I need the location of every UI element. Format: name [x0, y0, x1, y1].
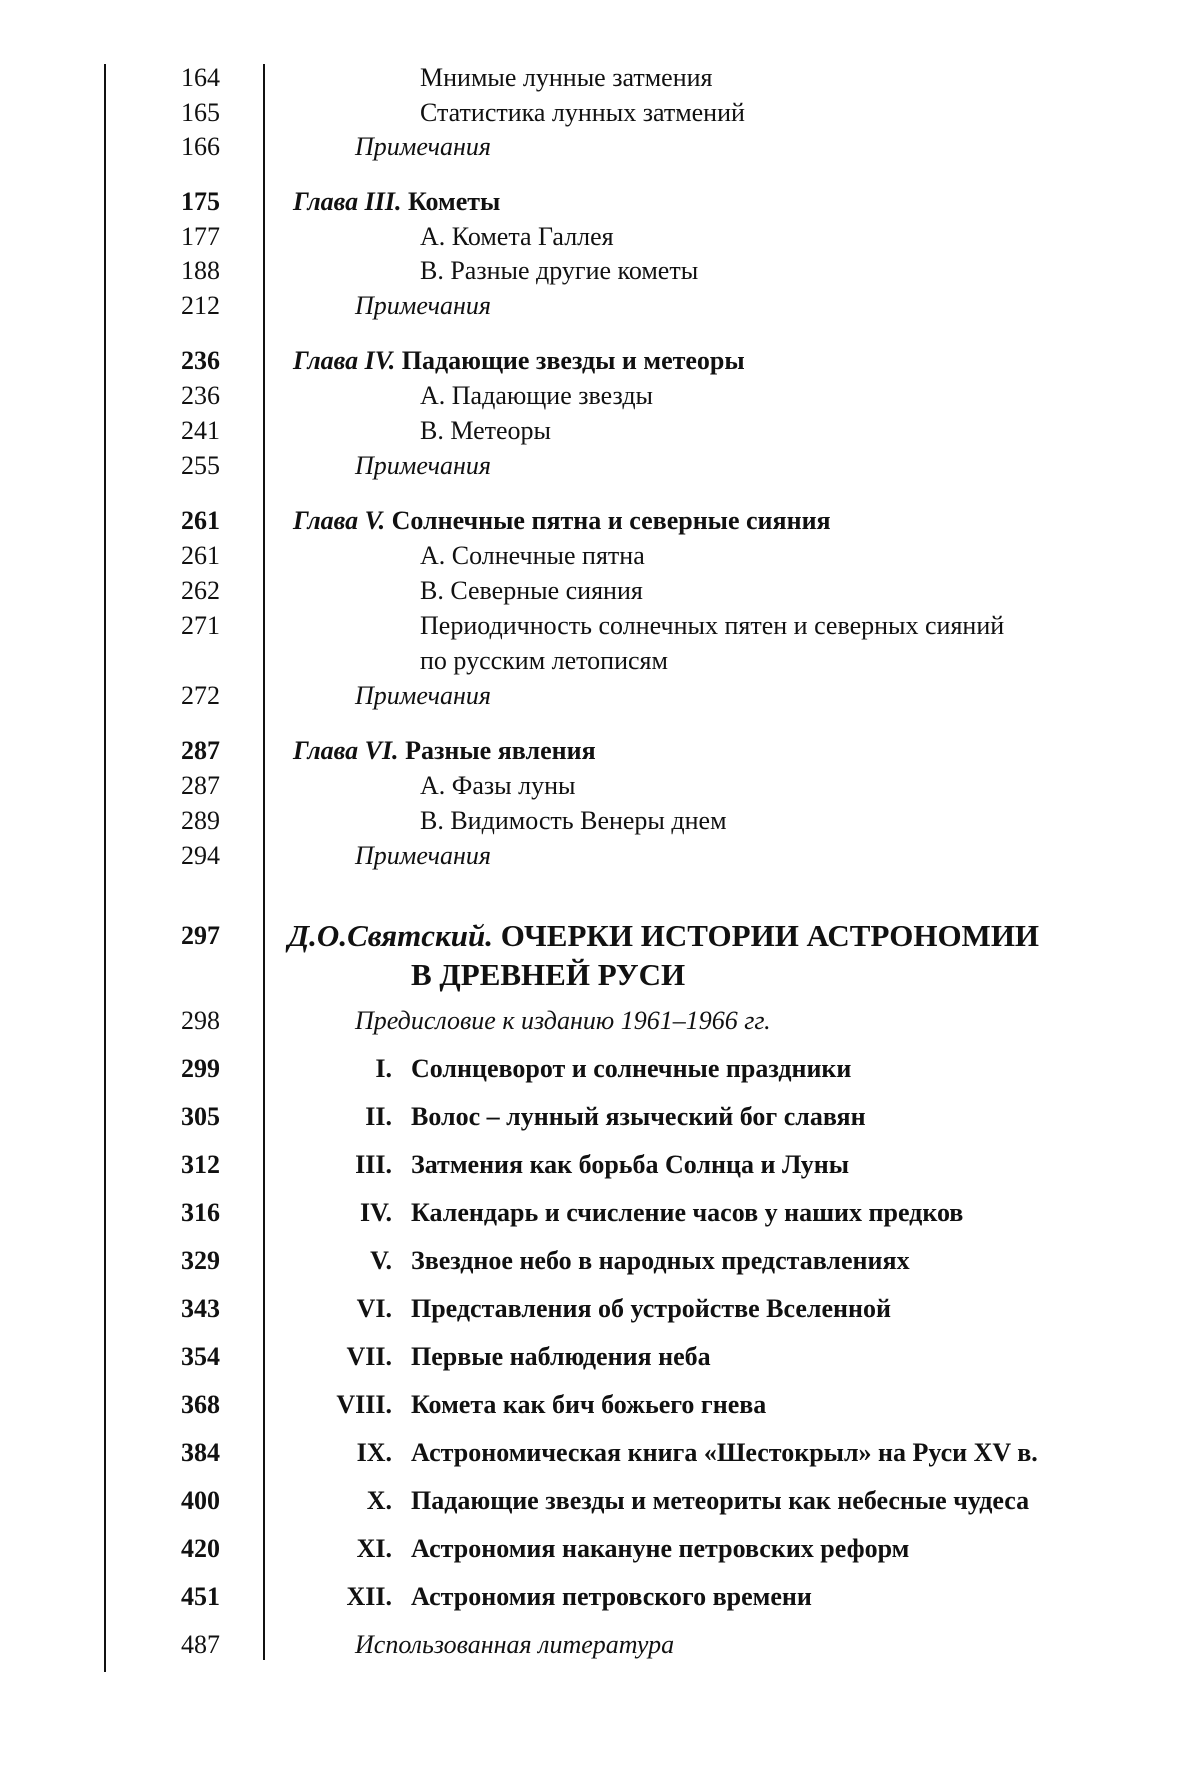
page-number: 287: [181, 736, 220, 765]
chapter-heading: [293, 734, 596, 768]
notes-entry: Примечания: [355, 132, 491, 161]
toc-essay-row: [0, 1388, 1200, 1422]
essay-numeral: V.: [370, 1246, 392, 1275]
toc-essay-row: [0, 1484, 1200, 1518]
toc-row: [0, 96, 1200, 130]
toc-chapter-row: [0, 185, 1200, 219]
toc-row: [0, 130, 1200, 164]
toc-essay-row: [0, 1196, 1200, 1230]
notes-entry: Примечания: [355, 841, 491, 870]
essay-title: Падающие звезды и метеориты как небесные чудеса: [411, 1486, 1030, 1515]
page-number: 298: [181, 1006, 220, 1035]
toc-row: [0, 539, 1200, 573]
toc-entry: B. Метеоры: [420, 416, 552, 445]
toc-row: [0, 609, 1200, 643]
chapter-label: Глава III.: [293, 187, 402, 216]
toc-row: [0, 679, 1200, 713]
essay-title: Астрономия петровского времени: [411, 1582, 812, 1611]
toc-entry: Статистика лунных затмений: [420, 98, 745, 127]
toc-row: [0, 839, 1200, 873]
page-number: 400: [181, 1486, 220, 1515]
essay-numeral: IX.: [356, 1438, 392, 1467]
page-number: 271: [181, 611, 220, 640]
toc-chapter-row: [0, 344, 1200, 378]
essay-numeral: I.: [375, 1054, 392, 1083]
page-number: 236: [181, 346, 220, 375]
page-number: 289: [181, 806, 220, 835]
page-number: 164: [181, 63, 220, 92]
toc-essay-row: [0, 1100, 1200, 1134]
toc-essay-row: [0, 1148, 1200, 1182]
page-number: 312: [181, 1150, 220, 1179]
essay-title: Волос – лунный языческий бог славян: [411, 1102, 866, 1131]
page-number: 316: [181, 1198, 220, 1227]
page-number: 255: [181, 451, 220, 480]
toc-entry: B. Видимость Венеры днем: [420, 806, 727, 835]
essay-title: Астрономия накануне петровских реформ: [411, 1534, 910, 1563]
essay-title: Затмения как борьба Солнца и Луны: [411, 1150, 850, 1179]
toc-entry: B. Разные другие кометы: [420, 256, 699, 285]
bibliography-entry: Использованная литература: [355, 1630, 675, 1659]
essay-numeral: XII.: [346, 1582, 392, 1611]
toc-row: [0, 61, 1200, 95]
notes-entry: Примечания: [355, 451, 491, 480]
toc-entry: Мнимые лунные затмения: [420, 63, 713, 92]
toc-entry: B. Северные сияния: [420, 576, 643, 605]
essay-title: Первые наблюдения неба: [411, 1342, 711, 1371]
page-number: 451: [181, 1582, 220, 1611]
toc-essay-row: [0, 1580, 1200, 1614]
page-number: 236: [181, 381, 220, 410]
page-number: 343: [181, 1294, 220, 1323]
page-number: 287: [181, 771, 220, 800]
essay-title: Представления об устройстве Вселенной: [411, 1294, 891, 1323]
notes-entry: Примечания: [355, 291, 491, 320]
toc-chapter-row: [0, 504, 1200, 538]
page-number: 384: [181, 1438, 220, 1467]
chapter-title: Падающие звезды и метеоры: [401, 346, 745, 375]
page-number: 487: [181, 1630, 220, 1659]
page-number: 272: [181, 681, 220, 710]
preface-entry: Предисловие к изданию 1961–1966 гг.: [355, 1006, 771, 1035]
essay-numeral: VI.: [356, 1294, 392, 1323]
chapter-heading: [293, 185, 500, 219]
toc-entry: А. Фазы луны: [420, 771, 576, 800]
page-number: 241: [181, 416, 220, 445]
essay-numeral: IV.: [359, 1198, 392, 1227]
toc-entry-continuation: по русским летописям: [420, 646, 668, 675]
chapter-heading: [293, 504, 831, 538]
page-number: 297: [181, 921, 220, 950]
toc-essay-row: [0, 1532, 1200, 1566]
toc-essay-row: [0, 1340, 1200, 1374]
toc-entry: А. Падающие звезды: [420, 381, 654, 410]
toc-entry: Периодичность солнечных пятен и северных сияний: [420, 611, 1005, 640]
chapter-label: Глава IV.: [293, 346, 396, 375]
notes-entry: Примечания: [355, 681, 491, 710]
toc-row: [0, 254, 1200, 288]
toc-row: [0, 449, 1200, 483]
essay-title: Комета как бич божьего гнева: [411, 1390, 767, 1419]
page-number: 188: [181, 256, 220, 285]
chapter-title: Кометы: [407, 187, 501, 216]
chapter-label: Глава V.: [293, 506, 386, 535]
toc-row: [0, 644, 1200, 678]
essay-numeral: XI.: [356, 1534, 392, 1563]
page-number: 299: [181, 1054, 220, 1083]
chapter-title: Солнечные пятна и северные сияния: [391, 506, 831, 535]
toc-essay-row: [0, 1052, 1200, 1086]
toc-row: [0, 414, 1200, 448]
page-number: 261: [181, 541, 220, 570]
toc-entry: А. Солнечные пятна: [420, 541, 645, 570]
toc-essay-row: [0, 1436, 1200, 1470]
toc-row: [0, 574, 1200, 608]
page-number: 165: [181, 98, 220, 127]
toc-essay-row: [0, 1292, 1200, 1326]
chapter-label: Глава VI.: [293, 736, 399, 765]
toc-row: [0, 1628, 1200, 1662]
toc-row: [0, 379, 1200, 413]
part-title: ОЧЕРКИ ИСТОРИИ АСТРОНОМИИ: [500, 918, 1040, 953]
page-number: 368: [181, 1390, 220, 1419]
page-number: 262: [181, 576, 220, 605]
essay-title: Солнцеворот и солнечные праздники: [411, 1054, 852, 1083]
toc-row: [0, 769, 1200, 803]
essay-title: Астрономическая книга «Шестокрыл» на Руси XV в.: [411, 1438, 1038, 1467]
page-number: 166: [181, 132, 220, 161]
page-number: 329: [181, 1246, 220, 1275]
toc-part-row: [0, 955, 1200, 995]
toc-essay-row: [0, 1244, 1200, 1278]
page-number: 212: [181, 291, 220, 320]
essay-numeral: VIII.: [336, 1390, 392, 1419]
chapter-title: Разные явления: [405, 736, 596, 765]
toc-row: [0, 220, 1200, 254]
toc-row: [0, 289, 1200, 323]
page-number: 305: [181, 1102, 220, 1131]
page-number: 354: [181, 1342, 220, 1371]
part-title-continuation: В ДРЕВНЕЙ РУСИ: [411, 957, 686, 992]
toc-chapter-row: [0, 734, 1200, 768]
essay-numeral: VII.: [346, 1342, 392, 1371]
essay-title: Календарь и счисление часов у наших предков: [411, 1198, 964, 1227]
page-number: 261: [181, 506, 220, 535]
toc-entry: А. Комета Галлея: [420, 222, 614, 251]
toc-row: [0, 804, 1200, 838]
chapter-heading: [293, 344, 745, 378]
page-number: 420: [181, 1534, 220, 1563]
essay-title: Звездное небо в народных представлениях: [411, 1246, 910, 1275]
essay-numeral: III.: [355, 1150, 392, 1179]
author-name: Д.О.Святский.: [288, 918, 493, 953]
page-number: 294: [181, 841, 220, 870]
page-number: 177: [181, 222, 220, 251]
essay-numeral: II.: [365, 1102, 392, 1131]
part-heading: [288, 916, 1039, 956]
page-number: 175: [181, 187, 220, 216]
toc-part-row: [0, 916, 1200, 956]
toc-row: [0, 1004, 1200, 1038]
essay-numeral: X.: [366, 1486, 392, 1515]
